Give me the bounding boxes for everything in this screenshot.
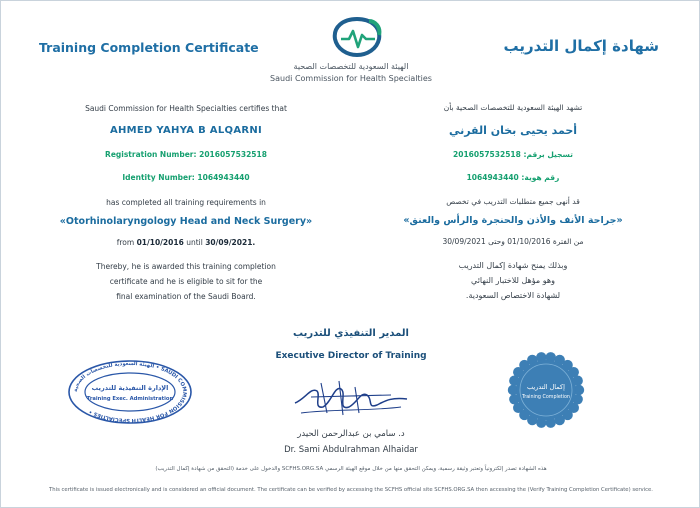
- scfhs-logo-icon: [329, 11, 385, 61]
- title-english: Training Completion Certificate: [39, 40, 259, 55]
- registration-number-en: Registration Number: 2016057532518: [105, 150, 267, 159]
- from-label: from: [116, 238, 135, 247]
- recipient-name-ar: أحمد يحيى بخان القرني: [448, 124, 578, 137]
- svg-text:Training Completion: Training Completion: [522, 395, 570, 400]
- svg-text:Training Exec. Administration: Training Exec. Administration: [86, 396, 174, 402]
- award-line-2-en: certificate and he is eligible to sit for the: [109, 277, 263, 286]
- director-title-ar: المدير التنفيذي للتدريب: [293, 328, 409, 339]
- footer-note-ar: هذه الشهادة تصدر إلكترونياً وتعتبر وثيقة رسمية، ويمكن التحقق منها من خلال موقع الهيئة الرسمي SCFHS.ORG.SA والدخول على خدمة (التحقق من شهادة إكمال التدريب): [155, 466, 547, 472]
- footer-note-en: This certificate is issued electronically and is considered an official document. The certificate can be verified by accessing the SCFHS official site SCFHS.ORG.SA then accessing the (Verify Training Completion Certificate) service.: [49, 487, 653, 493]
- recipient-name-en: AHMED YAHYA B ALQARNI: [109, 125, 263, 136]
- director-title-en: Executive Director of Training: [275, 351, 427, 361]
- certifies-text-en: Saudi Commission for Health Specialties certifies that: [85, 104, 287, 113]
- date-range-en: [31, 238, 341, 247]
- date-range-ar: من الفترة 01/10/2016 وحتى 30/09/2021: [442, 237, 584, 246]
- org-name-arabic: الهيئة السعودية للتخصصات الصحية: [293, 62, 409, 71]
- award-line-1-en: Thereby, he is awarded this training completion: [96, 262, 276, 271]
- award-line-3-ar: لشهادة الاختصاص السعودية.: [465, 291, 561, 300]
- completion-seal-icon: [507, 351, 585, 429]
- award-line-1-ar: وبذلك يمنح شهادة إكمال التدريب: [458, 261, 568, 270]
- completed-text-en: has completed all training requirements in: [106, 198, 266, 207]
- svg-text:إكمال التدريب: إكمال التدريب: [527, 383, 565, 391]
- until-label: until: [186, 238, 203, 247]
- specialty-en: «Otorhinolaryngology Head and Neck Surgery»: [59, 216, 313, 227]
- signer-name-ar: د. سامي بن عبدالرحمن الحيدر: [297, 429, 405, 439]
- svg-text:الإدارة التنفيذية للتدريب: الإدارة التنفيذية للتدريب: [91, 384, 169, 392]
- registration-number-ar: تسجيل برقم: 2016057532518: [453, 150, 573, 159]
- award-paragraph-en: [31, 259, 341, 304]
- award-line-3-en: final examination of the Saudi Board.: [116, 292, 256, 301]
- svg-text:الهيئة السعودية للتخصصات الصحي: الهيئة السعودية للتخصصات الصحية • SAUDI COMMISSION FOR HEALTH SPECIALTIES •: [72, 360, 188, 424]
- specialty-ar: «جراحة الأنف والأذن والحنجرة والرأس والعنق»: [403, 215, 623, 226]
- award-paragraph-ar: [363, 258, 663, 303]
- identity-number-en: Identity Number: 1064943440: [122, 173, 250, 182]
- identity-number-ar: رقم هوية: 1064943440: [466, 173, 560, 182]
- award-line-2-ar: وهو مؤهل للاختبار النهائي: [471, 276, 555, 285]
- certifies-text-ar: تشهد الهيئة السعودية للتخصصات الصحية بأن: [443, 103, 583, 112]
- official-stamp-icon: [67, 359, 193, 425]
- signer-name-en: Dr. Sami Abdulrahman Alhaidar: [284, 445, 418, 455]
- from-date: 01/10/2016: [136, 238, 184, 247]
- title-arabic: شهادة إكمال التدريب: [503, 37, 659, 55]
- signature-icon: [291, 373, 411, 421]
- org-name-english: Saudi Commission for Health Specialties: [270, 74, 432, 83]
- until-date: 30/09/2021.: [205, 238, 256, 247]
- completed-text-ar: قد أنهى جميع متطلبات التدريب في تخصص: [446, 197, 580, 206]
